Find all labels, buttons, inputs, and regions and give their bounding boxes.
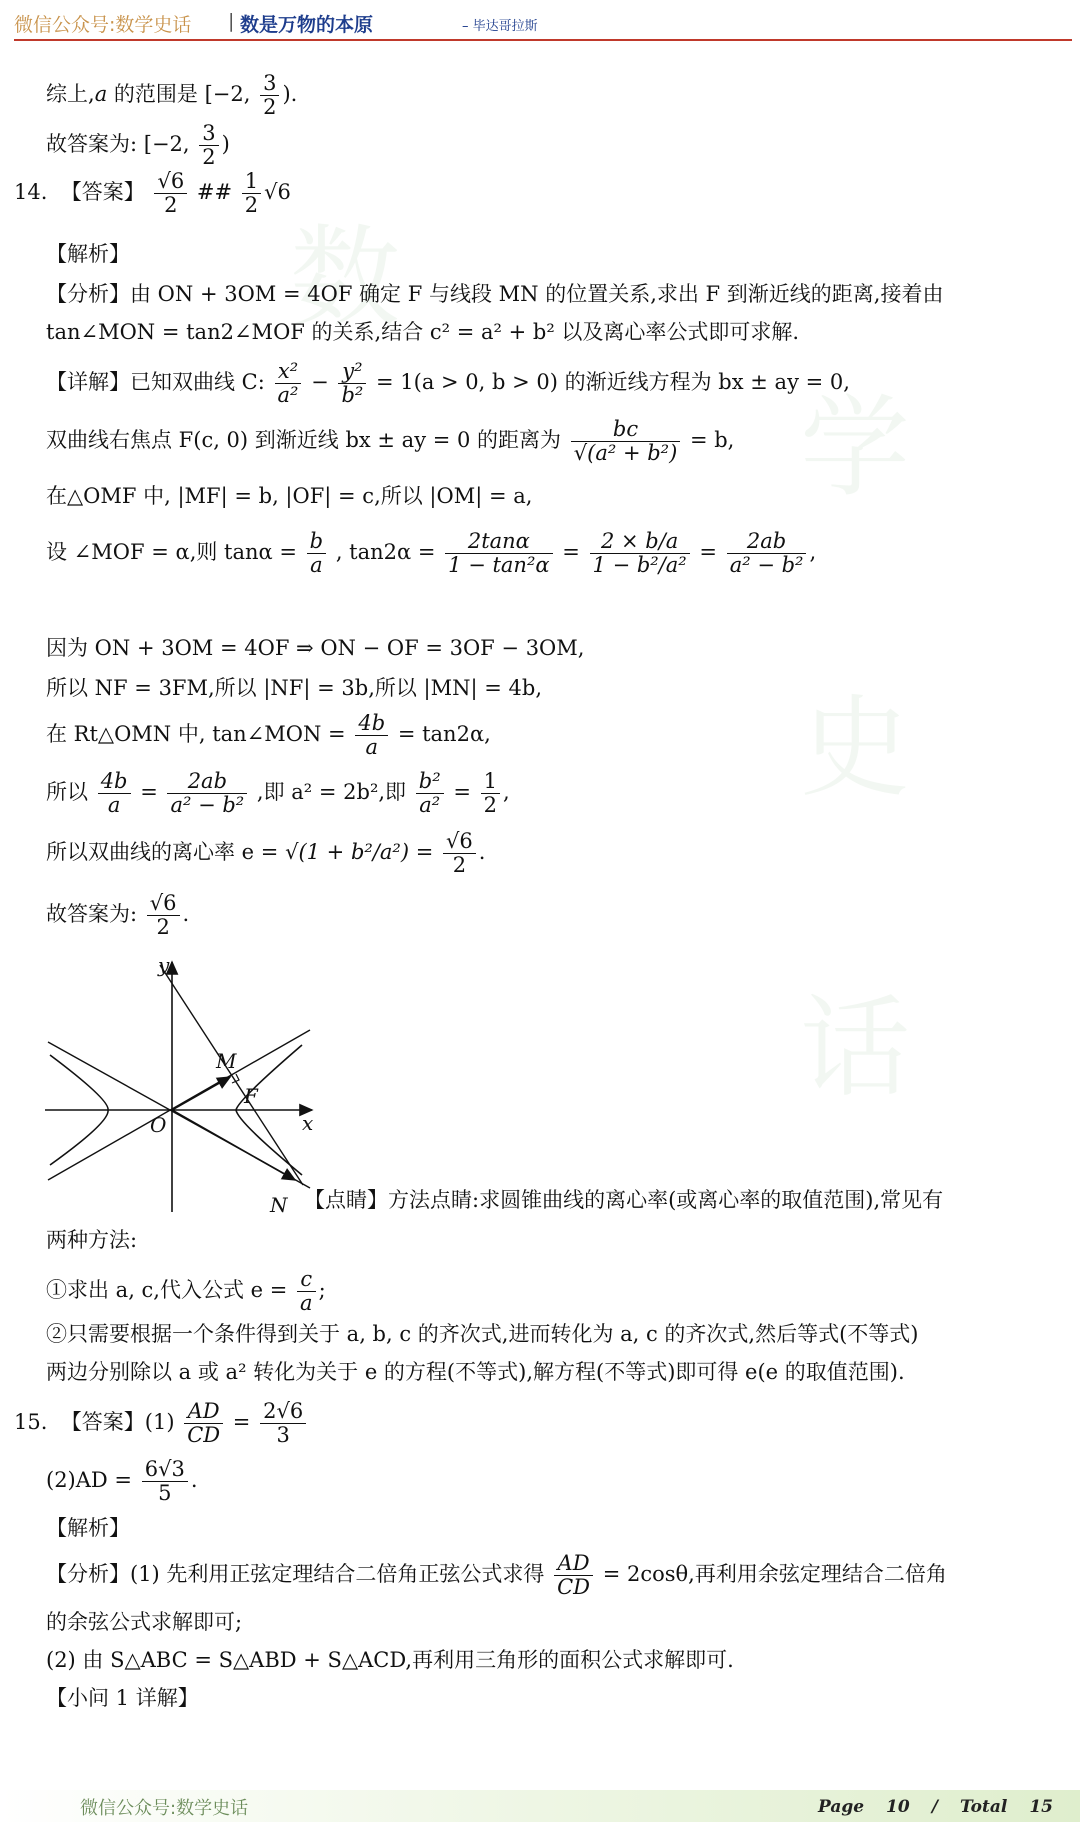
q14-detail-6: 所以 NF = 3FM,所以 |NF| = 3b,所以 |MN| = 4b,: [46, 676, 543, 700]
q14-dianjing-d: ②只需要根据一个条件得到关于 a, b, c 的齐次式,进而转化为 a, c 的齐次式,然后等式(不等式): [46, 1322, 919, 1346]
q14-dianjing-e: 两边分别除以 a 或 a² 转化为关于 e 的方程(不等式),解方程(不等式)即可得 e(e 的取值范围).: [46, 1360, 905, 1384]
header-motto: 数是万物的本原: [240, 14, 374, 36]
q14-dianjing-c: ①求出 a, c,代入公式 e = $\frac{c}{a}$ ;: [46, 1267, 326, 1316]
line-mn: [160, 965, 303, 1185]
q14-detail-3: 在△OMF 中, |MF| = b, |OF| = c,所以 |OM| = a,: [46, 484, 533, 508]
label-o: O: [150, 1113, 167, 1137]
label-x: x: [302, 1111, 314, 1135]
q15-fenxi-a: 【分析】(1) 先利用正弦定理结合二倍角正弦公式求得 $\frac{AD}{CD}$ = 2cosθ,再利用余弦定理结合二倍角: [46, 1551, 947, 1600]
q14-dianjing-a: 【点睛】方法点睛:求圆锥曲线的离心率(或离心率的取值范围),常见有: [304, 1188, 944, 1212]
hyperbola-figure: [40, 950, 320, 1220]
q15-answer: 15. 【答案】(1) $\frac{AD}{CD}$ = $\frac{2√6}{3}$: [14, 1400, 309, 1447]
label-n: N: [270, 1193, 288, 1217]
label-f: F: [244, 1084, 258, 1108]
watermark-char: 数: [290, 214, 400, 342]
q14-jiexi: 【解析】: [46, 242, 130, 266]
watermark-char: 话: [800, 984, 910, 1112]
q15-jiexi: 【解析】: [46, 1516, 130, 1540]
q14-detail-9: 所以双曲线的离心率 e = √(1 + b²/a²) = $\frac{√6}{2}$ .: [46, 829, 486, 878]
answer-line: 故答案为: [−2, $\frac{3}{2}$ ): [46, 121, 230, 170]
q14-detail-7: 在 Rt△OMN 中, tan∠MON = $\frac{4b}{a}$ = tan2α,: [46, 711, 491, 760]
header-rule: [14, 39, 1072, 41]
conclusion-line: 综上,a 的范围是 [−2, $\frac{3}{2}$ ).: [46, 71, 298, 120]
q14-detail-1: 【详解】已知双曲线 C: $\frac{\text{x²}}{\text{a²}}$ − $\frac{\text{y²}}{\text{b²}}$ = 1(a > 0, b > 0) 的渐近线方程为 bx ± ay = 0,: [46, 359, 850, 408]
q15-fenxi-c: (2) 由 S△ABC = S△ABD + S△ACD,再利用三角形的面积公式求解即可.: [46, 1648, 734, 1672]
q14-detail-4: 设 ∠MOF = α,则 tanα = $\frac{b}{a}$ , tan2α = $\frac{2\tan\alpha}{\text{1 − tan²α}}$ = $\frac{2 \times b/a}{\text{1 − b²/a²}}$ = $\frac{2ab}{\text{a² − b²}}$ ,: [46, 529, 817, 578]
q15-fenxi-b: 的余弦公式求解即可;: [46, 1610, 243, 1634]
header-account: 微信公众号:数学史话: [14, 14, 192, 36]
q14-detail-8: 所以 $\frac{4b}{a}$ = $\frac{2ab}{\text{a² − b²}}$ ,即 a² = 2b²,即 $\frac{\text{b²}}{\text{a²}}$ = $\frac{1}{2}$ ,: [46, 769, 510, 818]
watermark-char: 史: [800, 684, 910, 812]
q14-dianjing-b: 两种方法:: [46, 1228, 138, 1252]
watermark-char: 学: [800, 384, 910, 512]
header-author: – 毕达哥拉斯: [462, 19, 538, 34]
q14-detail-2: 双曲线右焦点 F(c, 0) 到渐近线 bx ± ay = 0 的距离为 $\frac{bc}{\text{√(a² + b²)}}$ = b,: [46, 417, 735, 466]
q14-answer: 14. 【答案】 $\frac{√6}{2}$ ## $\frac{1}{2}$ √6: [14, 169, 291, 218]
q14-fenxi-a: 【分析】由 ON + 3OM = 4OF 确定 F 与线段 MN 的位置关系,求出 F 到渐近线的距离,接着由: [46, 282, 944, 306]
q14-fenxi-b: tan∠MON = tan2∠MOF 的关系,结合 c² = a² + b² 以及离心率公式即可求解.: [46, 320, 800, 344]
footer-account: 微信公众号:数学史话: [80, 1798, 249, 1819]
label-m: M: [216, 1049, 237, 1073]
label-y: y: [158, 953, 170, 977]
page-header: [0, 0, 1080, 44]
q14-answer-final: 故答案为: $\frac{√6}{2}$ .: [46, 891, 190, 940]
vector-om: [172, 1077, 230, 1110]
asymptote-1: [48, 1030, 310, 1180]
q15-answer-2: (2)AD = $\frac{6√3}{5}$ .: [46, 1457, 198, 1506]
header-separator: |: [228, 10, 235, 32]
q14-detail-5: 因为 ON + 3OM = 4OF ⇒ ON − OF = 3OF − 3OM,: [46, 636, 585, 660]
footer-pagination: Page 10 / Total 15: [818, 1797, 1053, 1817]
q15-xiaowen-1: 【小问 1 详解】: [46, 1686, 199, 1710]
